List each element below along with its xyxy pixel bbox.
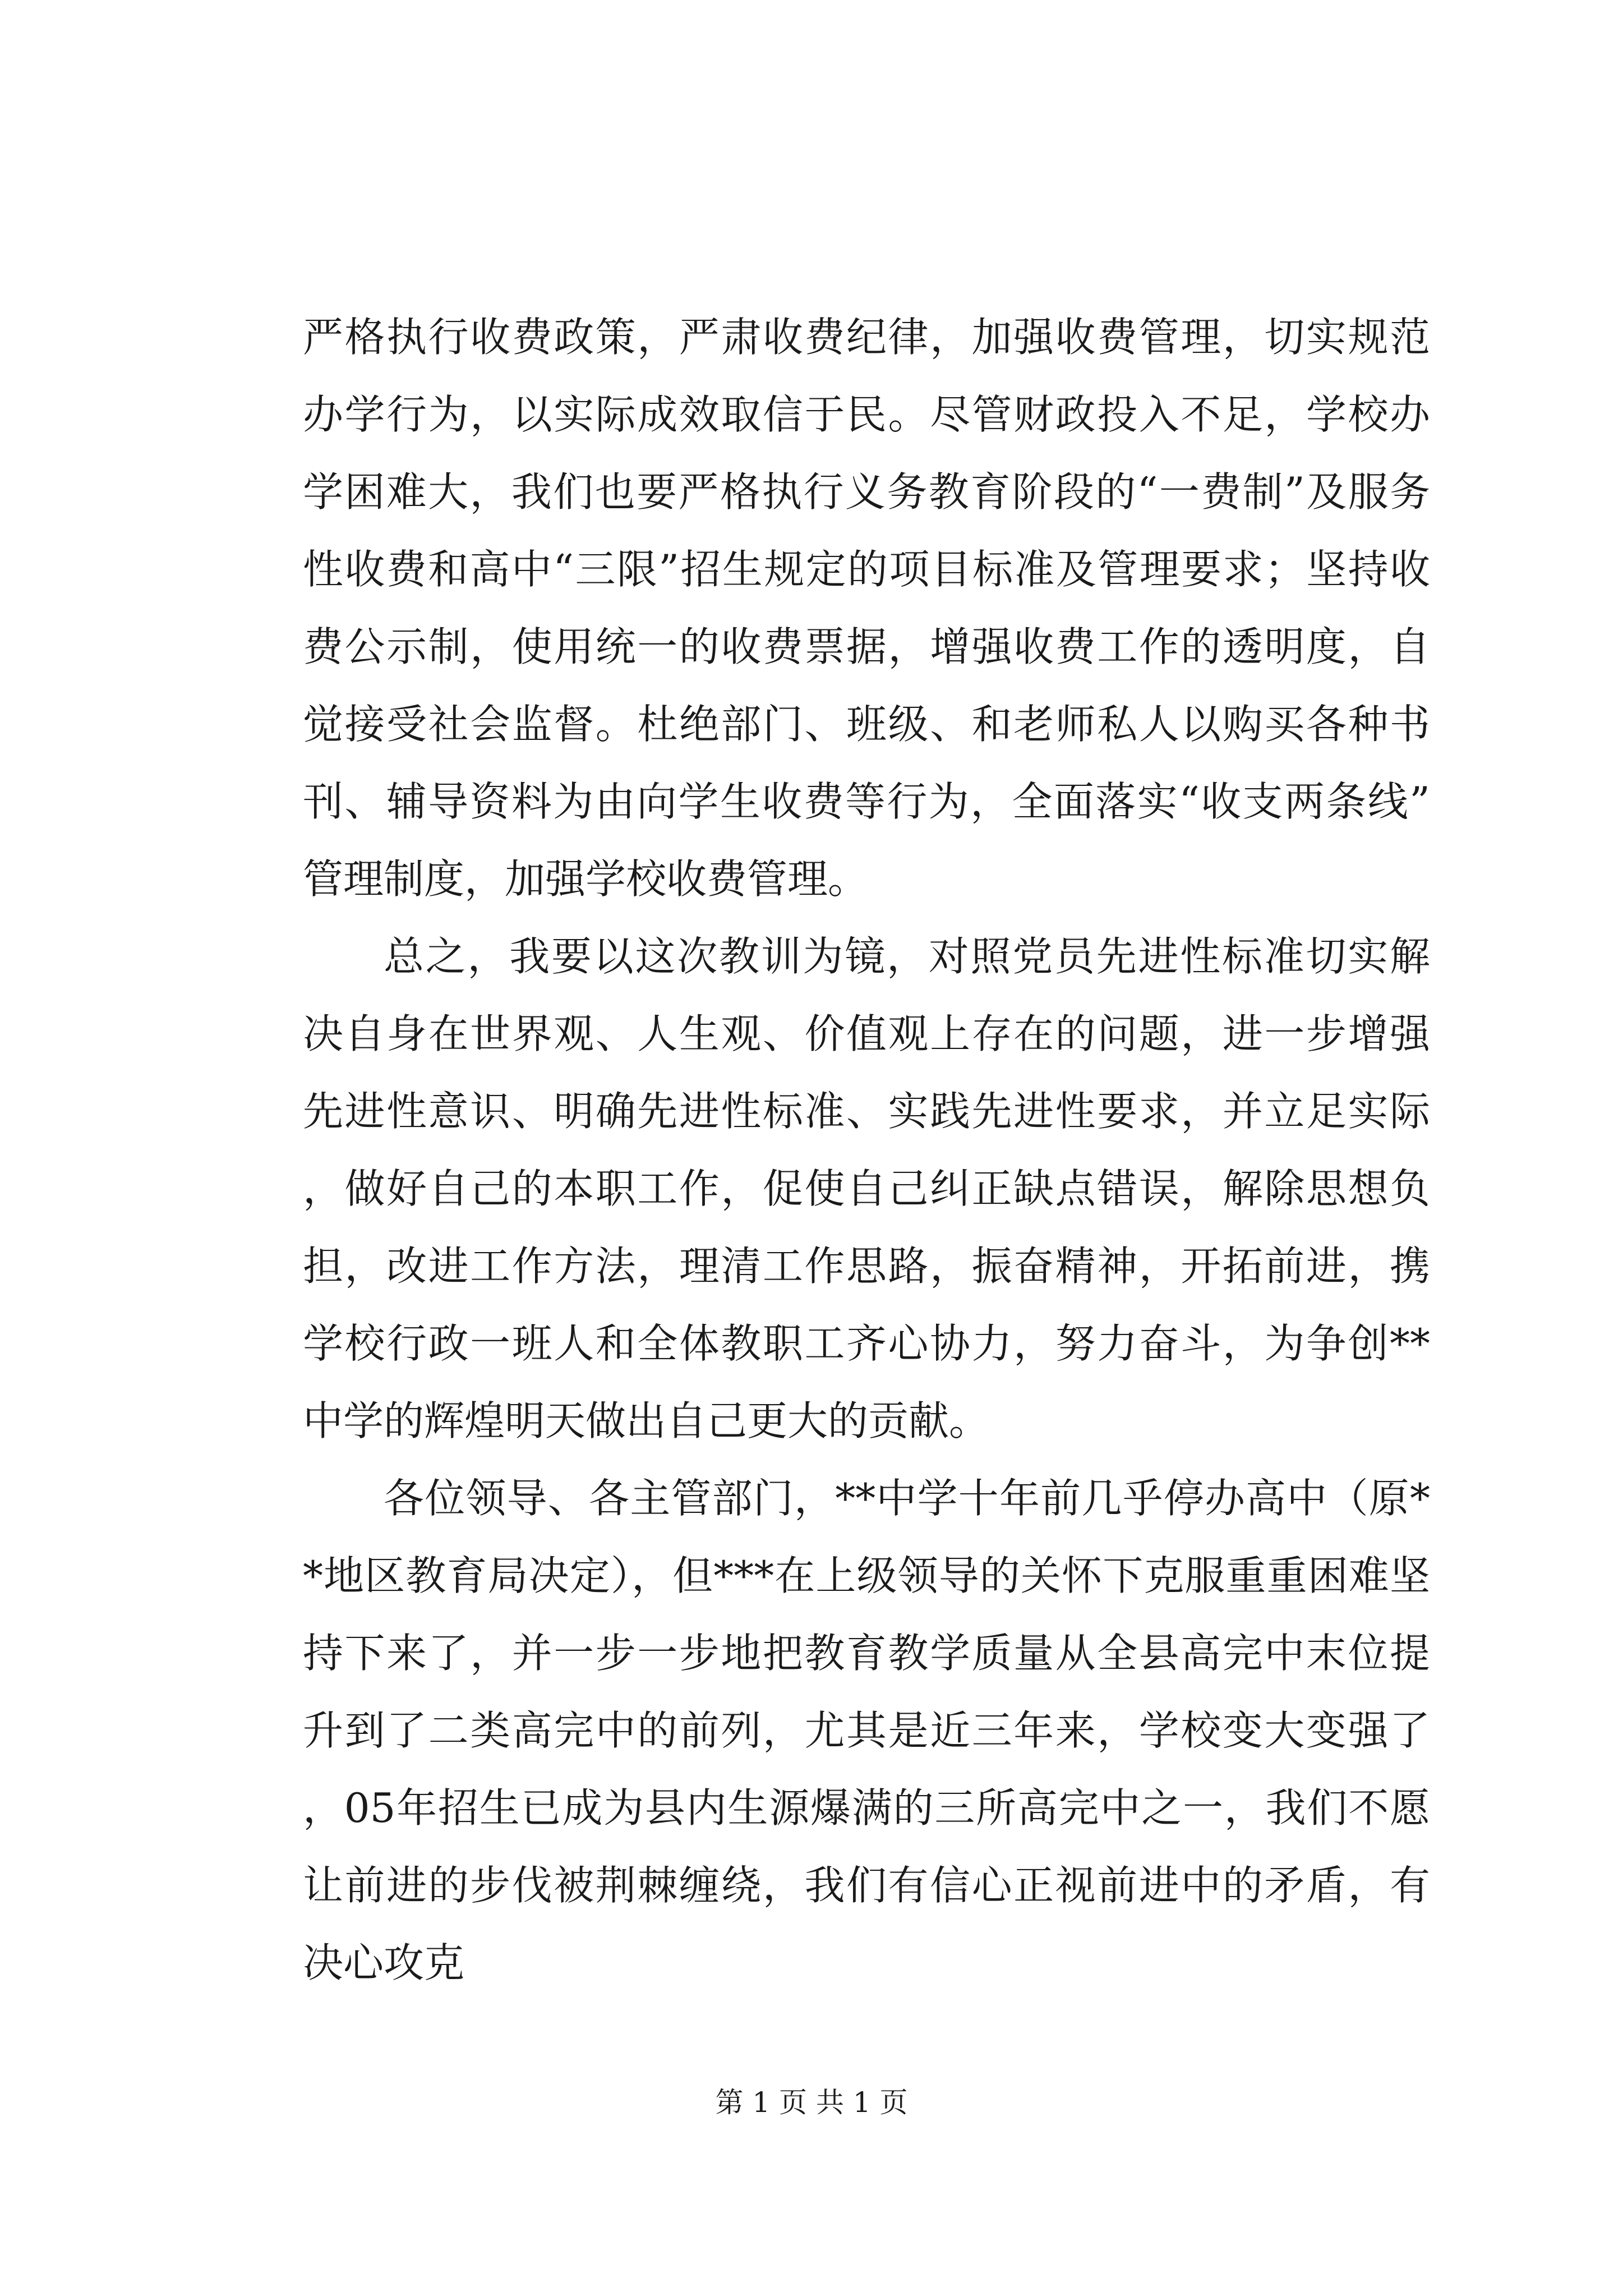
paragraph-fee-policy: 严格执行收费政策，严肃收费纪律，加强收费管理，切实规范办学行为，以实际成效取信于民。尽管财政投入不足，学校办学困难大，我们也要严格执行义务教育阶段的“一费制”及服务性收费和高中“三限”招生规定的项目标准及管理要求；坚持收费公示制，使用统一的收费票据，增强收费工作的透明度，自觉接受社会监督。杜绝部门、班级、和老师私人以购买各种书刊、辅导资料为由向学生收费等行为，全面落实“收支两条线”管理制度，加强学校收费管理。 (303, 314, 1430, 903)
page-footer: 第 1 页 共 1 页 (715, 2086, 908, 2119)
document-body (303, 298, 1430, 2001)
paragraph-appeal: 各位领导、各主管部门，**中学十年前几乎停办高中（原**地区教育局决定），但***在上级领导的关怀下克服重重困难坚持下来了，并一步一步地把教育教学质量从全县高完中末位提升到了二类高完中的前列，尤其是近三年来，学校变大变强了，05年招生已成为县内生源爆满的三所高完中之一，我们不愿让前进的步伐被荆棘缠绕，我们有信心正视前进中的矛盾，有决心攻克 (303, 1475, 1430, 1986)
paragraph-conclusion: 总之，我要以这次教训为镜，对照党员先进性标准切实解决自身在世界观、人生观、价值观上存在的问题，进一步增强先进性意识、明确先进性标准、实践先进性要求，并立足实际，做好自己的本职工作，促使自己纠正缺点错误，解除思想负担，改进工作方法，理清工作思路，振奋精神，开拓前进，携学校行政一班人和全体教职工齐心协力，努力奋斗，为争创**中学的辉煌明天做出自己更大的贡献。 (303, 933, 1430, 1444)
